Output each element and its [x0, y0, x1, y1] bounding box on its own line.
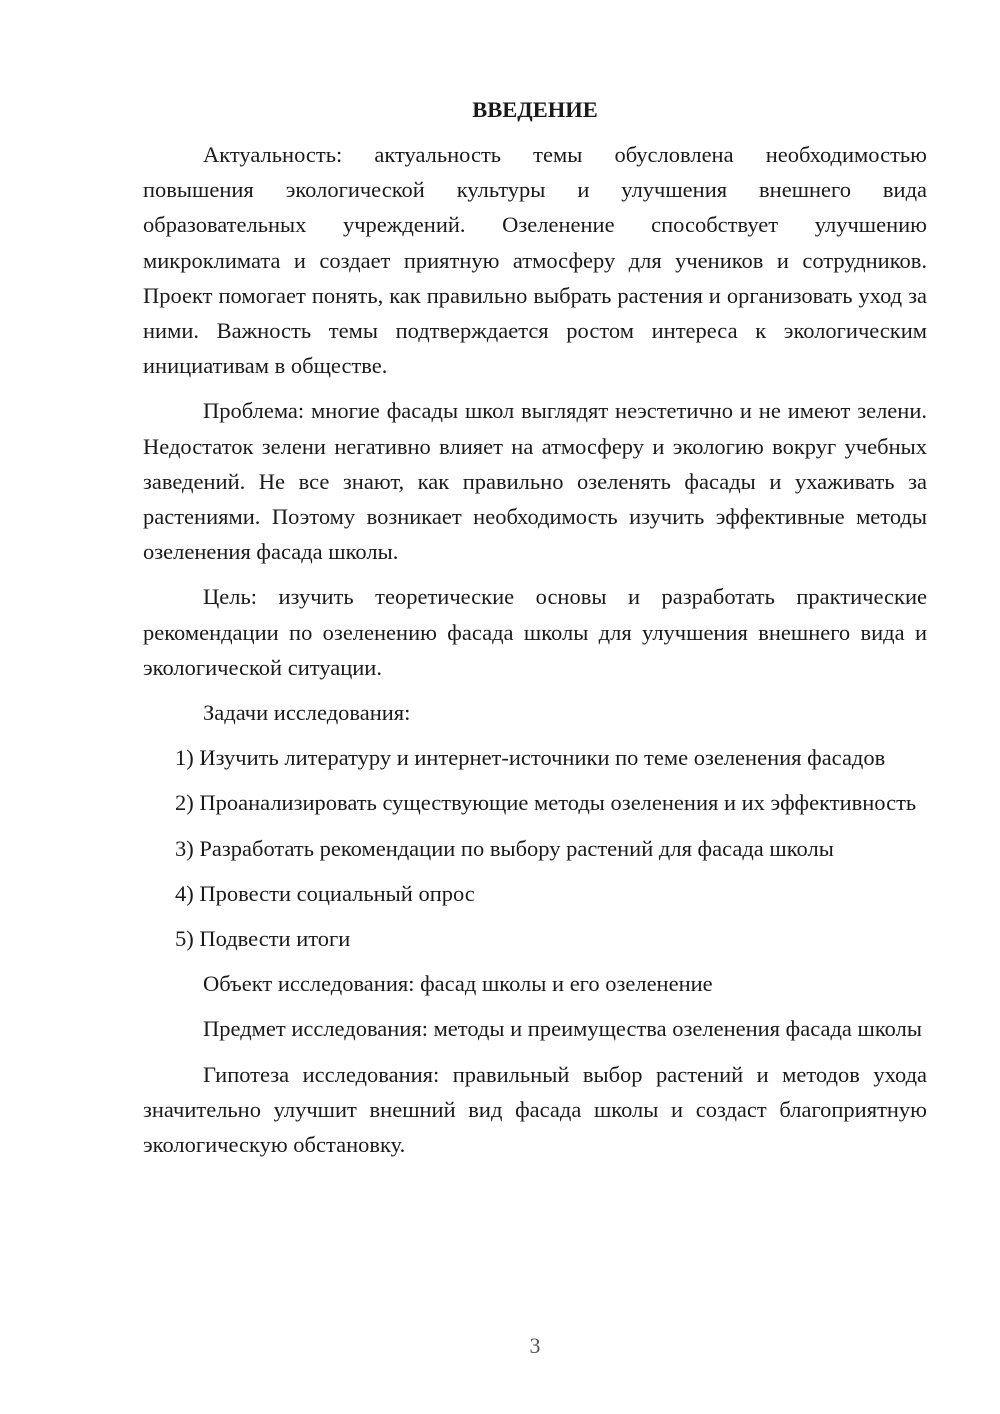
list-item: 2) Проанализировать существующие методы озеленения и их эффективность	[175, 790, 917, 816]
goal-paragraph: Цель: изучить теоретические основы и разработать практические рекомендации по озеленению фасада школы для улучшения внешнего вида и экологической ситуации.	[143, 584, 927, 680]
tasks-list	[143, 740, 927, 956]
relevance-paragraph: Актуальность: актуальность темы обусловлена необходимостью повышения экологической культуры и улучшения внешнего вида образовательных учреждений. Озеленение способствует улучшению микроклимата и создает приятную атмосферу для учеников и сотрудников. Проект помогает понять, как правильно выбрать растения и организовать уход за ними. Важность темы подтверждается ростом интереса к экологическим инициативам в обществе.	[143, 142, 927, 379]
list-item: 1) Изучить литературу и интернет-источники по теме озеленения фасадов	[175, 745, 886, 771]
list-item: 3) Разработать рекомендации по выбору растений для фасада школы	[175, 835, 834, 861]
subject-paragraph: Предмет исследования: методы и преимущества озеленения фасада школы	[203, 1016, 922, 1042]
document-page	[143, 95, 927, 1172]
tasks-heading: Задачи исследования:	[203, 700, 411, 726]
page-number: 3	[529, 1333, 541, 1358]
list-item: 4) Провести социальный опрос	[175, 880, 475, 906]
object-paragraph: Объект исследования: фасад школы и его озеленение	[203, 971, 713, 997]
hypothesis-paragraph: Гипотеза исследования: правильный выбор растений и методов ухода значительно улучшит внешний вид фасада школы и создаст благоприятную экологическую обстановку.	[143, 1061, 927, 1158]
list-item: 5) Подвести итоги	[175, 926, 351, 952]
section-title: ВВЕДЕНИЕ	[472, 97, 598, 122]
problem-paragraph: Проблема: многие фасады школ выглядят неэстетично и не имеют зелени. Недостаток зелени негативно влияет на атмосферу и экологию вокруг учебных заведений. Не все знают, как правильно озеленять фасады и ухаживать за растениями. Поэтому возникает необходимость изучить эффективные методы озеленения фасада школы.	[143, 398, 927, 565]
